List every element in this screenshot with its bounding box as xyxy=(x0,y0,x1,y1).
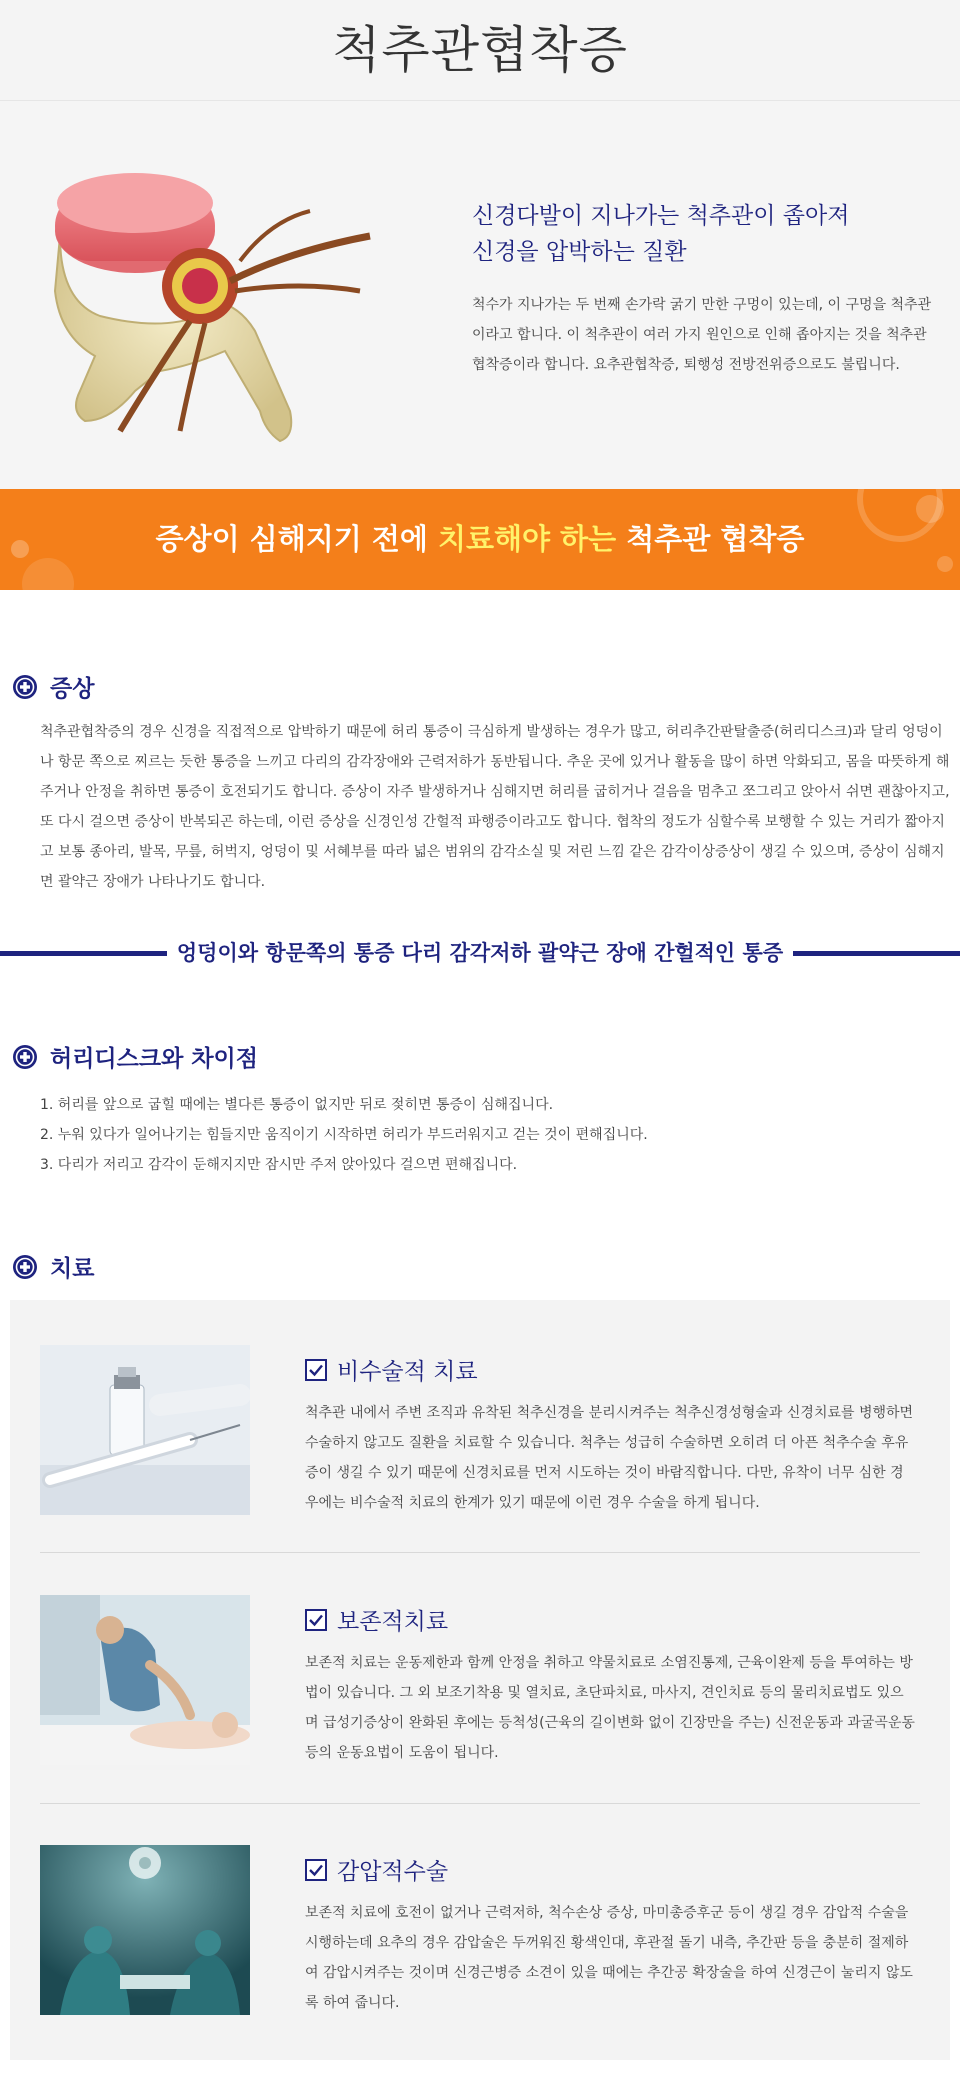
orange-banner xyxy=(0,489,960,590)
difference-item: 2. 누워 있다가 일어나기는 힘들지만 움직이기 시작하면 허리가 부드러워지고 걷는 것이 편해집니다. xyxy=(40,1127,648,1143)
banner-text xyxy=(0,489,960,590)
treatment-heading-row xyxy=(305,1853,915,1886)
treatment-item-title: 감압적수술 xyxy=(337,1859,449,1885)
spine-illustration xyxy=(40,141,400,461)
symptom-divider xyxy=(0,935,960,971)
intro-heading-line1: 신경다발이 지나가는 척추관이 좁아져 xyxy=(472,203,850,229)
treatment-item-title: 보존적치료 xyxy=(337,1609,449,1635)
medical-badge-icon xyxy=(12,1044,38,1070)
treatment-separator xyxy=(40,1552,920,1553)
intro-text xyxy=(472,198,932,380)
syringe-photo xyxy=(40,1345,250,1515)
treatment-item-nonsurgical xyxy=(40,1345,920,1525)
symptoms-heading xyxy=(12,670,94,703)
banner-text-highlight: 치료해야 하는 xyxy=(437,522,617,556)
treatment-separator xyxy=(40,1803,920,1804)
symptoms-body: 척추관협착증의 경우 신경을 직접적으로 압박하기 때문에 허리 통증이 극심하게 발생하는 경우가 많고, 허리추간판탈출증(허리디스크)과 달리 엉덩이나 항문 쪽으로 찌르는 듯한 통증을 느끼고 다리의 감각장애와 근력저하가 동반됩니다. 추운 곳에 있거나 활동을 많이 하면 악화되고, 몸을 따뜻하게 해주거나 안정을 취하면 통증이 호전되기도 합니다. 증상이 자주 발생하거나 심해지면 허리를 굽히거나 걸음을 멈추고 쪼그리고 앉아서 쉬면 괜찮아지고, 또 다시 걸으면 증상이 반복되곤 하는데, 이런 증상을 신경인성 간헐적 파행증이라고도 합니다. 협착의 정도가 심할수록 보행할 수 있는 거리가 짧아지고 보통 종아리, 발목, 무릎, 허벅지, 엉덩이 및 서혜부를 따라 넓은 범위의 감각소실 및 저린 느낌 같은 감각이상증상이 생길 수 있으며, 증상이 심해지면 괄약근 장애가 나타나기도 합니다. xyxy=(40,724,950,890)
difference-title: 허리디스크와 차이점 xyxy=(50,1046,258,1072)
divider-label: 엉덩이와 항문쪽의 통증 다리 감각저하 괄약근 장애 간헐적인 통증 xyxy=(167,941,793,965)
treatment-text xyxy=(305,1603,915,1768)
treatment-item-conservative xyxy=(40,1595,920,1775)
banner-text-before: 증상이 심해지기 전에 xyxy=(155,522,438,556)
treatment-item-surgery xyxy=(40,1845,920,2025)
treatment-heading-row xyxy=(305,1603,915,1636)
treatment-text xyxy=(305,1353,915,1518)
divider-text xyxy=(0,935,960,971)
treatment-title: 치료 xyxy=(50,1256,95,1282)
physical-therapy-photo xyxy=(40,1595,250,1765)
checkbox-checked-icon xyxy=(305,1609,327,1631)
title-bar xyxy=(0,0,960,101)
symptoms-title: 증상 xyxy=(50,676,95,702)
page-title: 척추관협착증 xyxy=(332,21,628,79)
checkbox-checked-icon xyxy=(305,1359,327,1381)
difference-item: 1. 허리를 앞으로 굽힐 때에는 별다른 통증이 없지만 뒤로 젖히면 통증이 심해집니다. xyxy=(40,1097,554,1113)
medical-badge-icon xyxy=(12,674,38,700)
treatment-item-body: 척추관 내에서 주변 조직과 유착된 척추신경을 분리시켜주는 척추신경성형술과 신경치료를 병행하면 수술하지 않고도 질환을 치료할 수 있습니다. 척추는 성급히 수술하면 오히려 더 아픈 척추수술 후유증이 생길 수 있기 때문에 신경치료를 먼저 시도하는 것이 바람직합니다. 다만, 유착이 너무 심한 경우에는 비수술적 치료의 한계가 있기 때문에 이런 경우 수술을 하게 됩니다. xyxy=(305,1405,914,1511)
difference-list xyxy=(40,1090,940,1180)
treatment-text xyxy=(305,1853,915,2018)
treatment-item-body: 보존적 치료는 운동제한과 함께 안정을 취하고 약물치료로 소염진통제, 근육이완제 등을 투여하는 방법이 있습니다. 그 외 보조기착용 및 열치료, 초단파치료, 마사지, 견인치료 등의 물리치료법도 있으며 급성기증상이 완화된 후에는 등척성(근육의 길이변화 없이 긴장만을 주는) 신전운동과 과굴곡운동 등의 운동요법이 도움이 됩니다. xyxy=(305,1655,915,1761)
intro-section xyxy=(0,101,960,489)
medical-badge-icon xyxy=(12,1254,38,1280)
intro-heading-line2: 신경을 압박하는 질환 xyxy=(472,239,687,265)
treatment-heading-row xyxy=(305,1353,915,1386)
banner-text-after: 척추관 협착증 xyxy=(616,522,805,556)
operating-room-photo xyxy=(40,1845,250,2015)
checkbox-checked-icon xyxy=(305,1859,327,1881)
treatment-box xyxy=(10,1300,950,2060)
difference-heading xyxy=(12,1040,258,1073)
treatment-item-title: 비수술적 치료 xyxy=(337,1359,478,1385)
treatment-item-body: 보존적 치료에 호전이 없거나 근력저하, 척수손상 증상, 마미총증후군 등이 생길 경우 감압적 수술을 시행하는데 요추의 경우 감압술은 두꺼워진 황색인대, 후관절 돌기 내측, 추간판 등을 충분히 절제하여 감압시켜주는 것이며 신경근병증 소견이 있을 때에는 추간공 확장술을 하여 신경근이 눌리지 않도록 하여 줍니다. xyxy=(305,1905,913,2011)
intro-heading xyxy=(472,198,932,270)
intro-body: 척수가 지나가는 두 번째 손가락 굵기 만한 구멍이 있는데, 이 구멍을 척추관이라고 합니다. 이 척추관이 여러 가지 원인으로 인해 좁아지는 것을 척추관 협착증이라 합니다. 요추관협착증, 퇴행성 전방전위증으로도 불립니다. xyxy=(472,297,932,373)
difference-item: 3. 다리가 저리고 감각이 둔해지지만 잠시만 주저 앉아있다 걸으면 편해집니다. xyxy=(40,1157,518,1173)
treatment-heading xyxy=(12,1250,94,1283)
